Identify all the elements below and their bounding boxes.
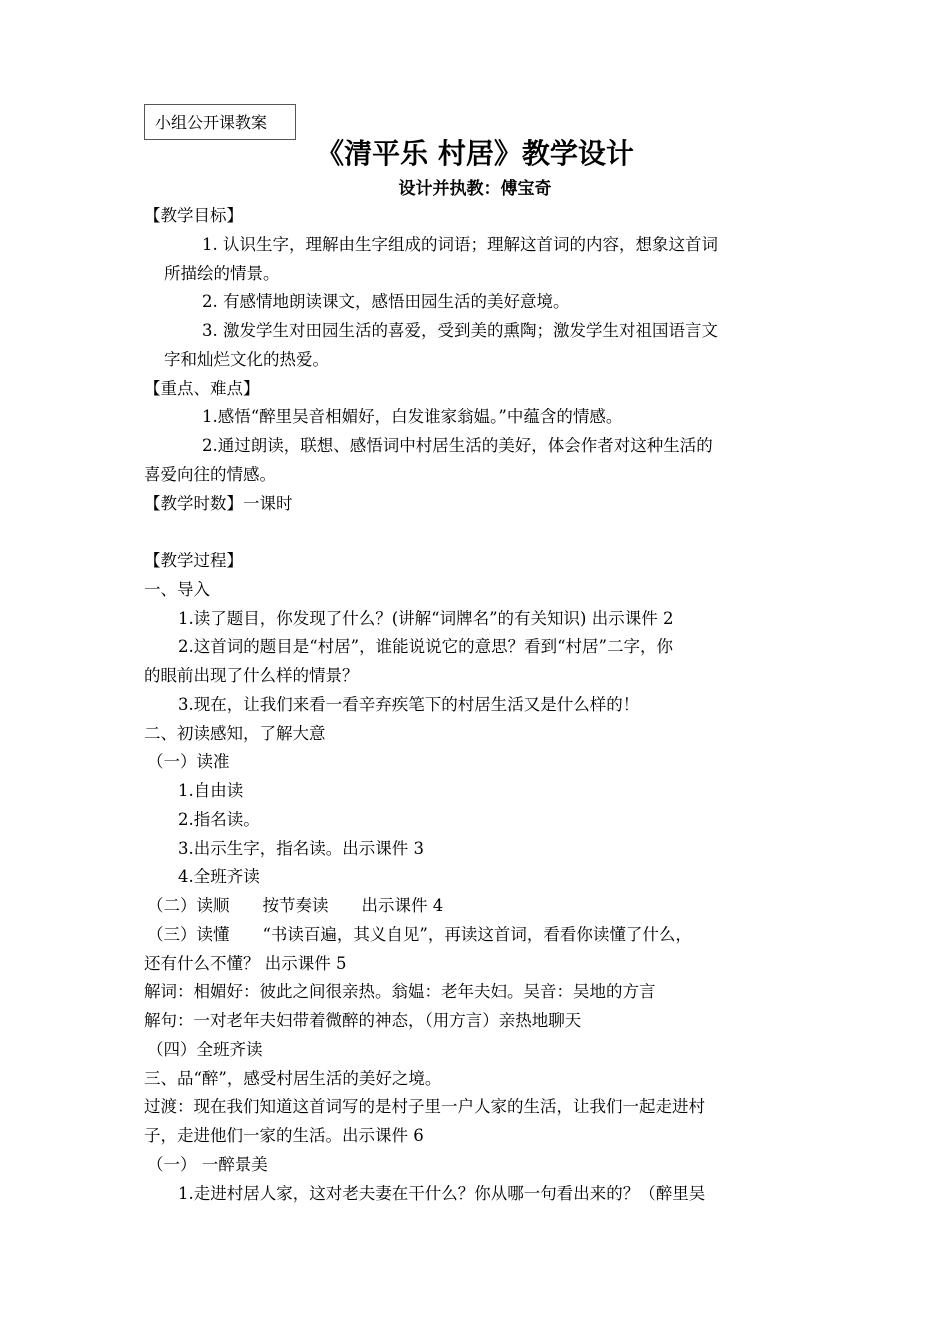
section-heading-process: 【教学过程】	[144, 551, 243, 570]
step-3-heading: 三、品“醉”，感受村居生活的美好之境。	[144, 1068, 442, 1088]
step-1-heading: 一、导入	[144, 579, 210, 599]
word-explanations: 解词：相媚好：彼此之间很亲热。翁媪：老年夫妇。吴音：吴地的方言	[144, 982, 656, 1002]
step-2-part-3-line-2: 还有什么不懂？ 出示课件 5	[144, 953, 347, 973]
key-point-1: 1.感悟“醉里吴音相媚好，白发谁家翁媪。”中蕴含的情感。	[202, 407, 623, 427]
goal-1-line-1: 1. 认识生字，理解由生字组成的词语；理解这首词的内容，想象这首词	[202, 234, 718, 254]
step-2-part-1-item-2: 2.指名读。	[178, 809, 260, 829]
key-point-2-line-1: 2.通过朗读，联想、感悟词中村居生活的美好，体会作者对这种生活的	[202, 436, 713, 455]
step-1-item-3: 3.现在，让我们来看一看辛弃疾笔下的村居生活又是什么样的！	[178, 694, 640, 714]
step-2-part-1-item-1: 1.自由读	[178, 781, 244, 800]
step-2-heading: 二、初读感知，了解大意	[144, 723, 326, 743]
page-title: 《清平乐 村居》教学设计	[316, 137, 634, 170]
key-point-2-line-2: 喜爱向往的情感。	[144, 464, 276, 484]
page-subtitle: 设计并执教：傅宝奇	[398, 179, 552, 199]
goal-1-line-2: 所描绘的情景。	[164, 263, 280, 283]
goal-3-line-2: 字和灿烂文化的热爱。	[164, 349, 329, 369]
step-1-item-2-line-1: 2.这首词的题目是“村居”，谁能说说它的意思？看到“村居”二字，你	[178, 637, 673, 657]
section-heading-key-points: 【重点、难点】	[144, 378, 260, 398]
step-2-part-1-item-3: 3.出示生字，指名读。出示课件 3	[178, 838, 424, 858]
lesson-type-label: 小组公开课教案	[144, 104, 296, 140]
step-2-part-3-line-1: （三）读懂 “书读百遍，其义自见”，再读这首词，看看你读懂了什么，	[147, 924, 692, 944]
section-heading-goals: 【教学目标】	[144, 206, 243, 225]
document-body	[144, 202, 808, 1208]
step-2-part-1-item-4: 4.全班齐读	[178, 867, 260, 887]
transition-line-2: 子，走进他们一家的生活。出示课件 6	[144, 1126, 424, 1145]
transition-line-1: 过渡：现在我们知道这首词写的是村子里一户人家的生活，让我们一起走进村	[144, 1097, 705, 1117]
step-2-part-2: （二）读顺 按节奏读 出示课件 4	[147, 896, 444, 915]
goal-3-line-1: 3. 激发学生对田园生活的喜爱，受到美的熏陶；激发学生对祖国语言文	[202, 321, 718, 340]
step-2-part-1: （一）读准	[147, 752, 230, 772]
step-2-part-4: （四）全班齐读	[147, 1039, 263, 1059]
step-3-part-1-item-1: 1.走进村居人家，这对老夫妻在干什么？你从哪一句看出来的？（醉里吴	[178, 1183, 706, 1203]
goal-2: 2. 有感情地朗读课文，感悟田园生活的美好意境。	[202, 292, 570, 312]
sentence-explanation: 解句：一对老年夫妇带着微醉的神态，（用方言）亲热地聊天	[144, 1011, 582, 1030]
step-3-part-1: （一） 一醉景美	[147, 1154, 268, 1174]
blank-line	[144, 518, 808, 547]
section-heading-class-hours: 【教学时数】一课时	[144, 493, 293, 513]
step-1-item-1: 1.读了题目，你发现了什么？(讲解“词牌名”的有关知识) 出示课件 2	[178, 608, 674, 628]
step-1-item-2-line-2: 的眼前出现了什么样的情景？	[144, 666, 359, 685]
